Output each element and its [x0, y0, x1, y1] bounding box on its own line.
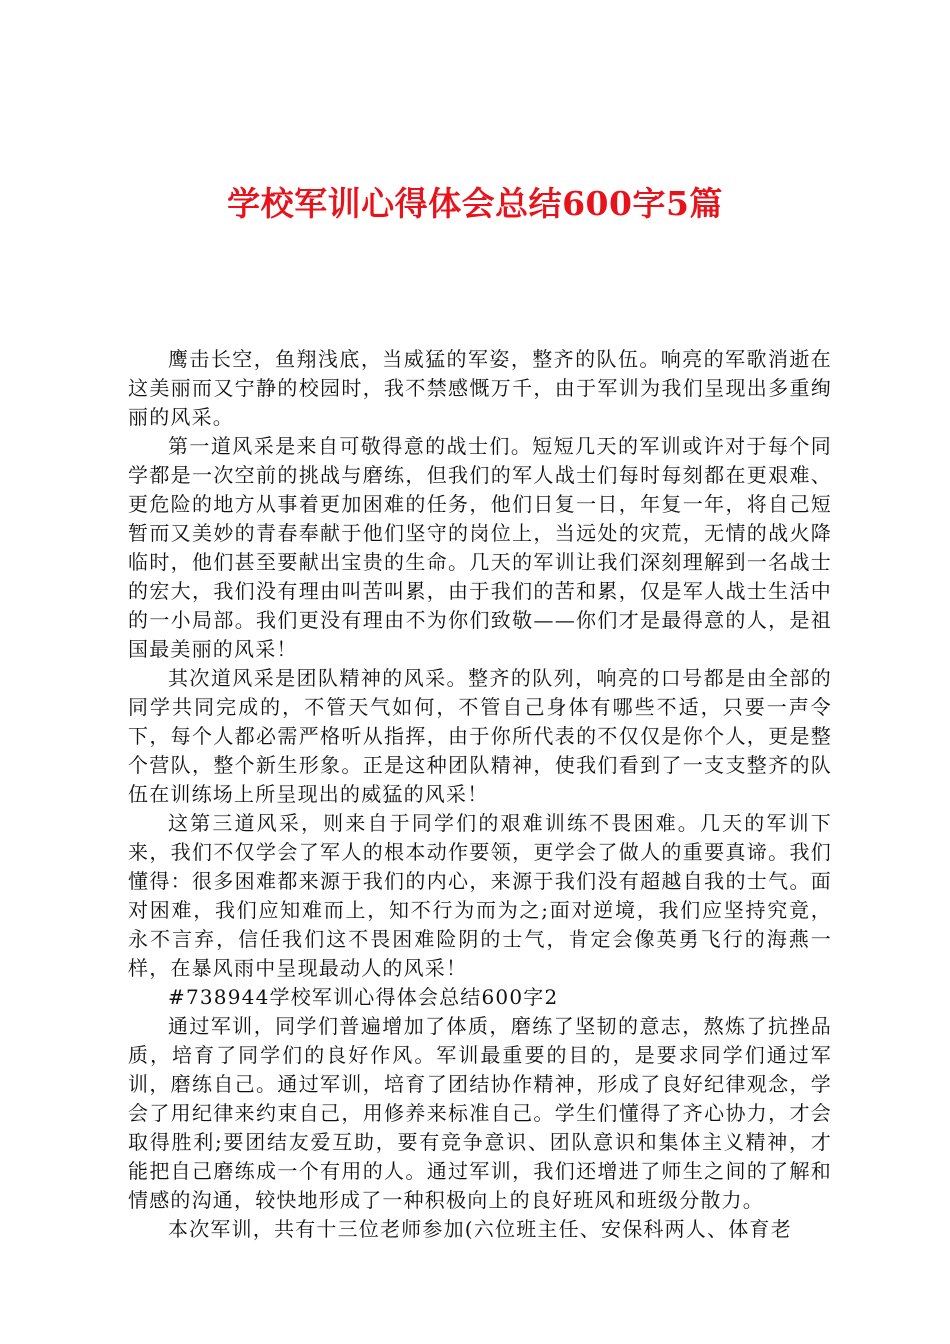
paragraph-intro: 鹰击长空，鱼翔浅底，当威猛的军姿，整齐的队伍。响亮的军歌消逝在这美丽而又宁静的校园时，我不禁感慨万千，由于军训为我们呈现出多重绚丽的风采。 — [128, 347, 832, 429]
paragraph-teachers: 本次军训，共有十三位老师参加(六位班主任、安保科两人、体育老 — [168, 1217, 792, 1241]
paragraph-third-style: 这第三道风采，则来自于同学们的艰难训练不畏困难。几天的军训下来，我们不仅学会了军人的根本动作要领，更学会了做人的重要真谛。我们懂得：很多困难都来源于我们的内心，来源于我们没有超越自我的士气。面对困难，我们应知难而上，知不行为而为之;面对逆境，我们应坚持究竟，永不言弃，信任我们这不畏困难险阴的士气，肯定会像英勇飞行的海燕一样，在暴风雨中呈现最动人的风采！ — [128, 811, 832, 980]
paragraph-training-benefits: 通过军训，同学们普遍增加了体质，磨练了坚韧的意志，熬炼了抗挫品质，培育了同学们的良好作风。军训最重要的目的，是要求同学们通过军训，磨练自己。通过军训，培育了团结协作精神，形成了良好纪律观念，学会了用纪律来约束自己，用修养来标准自己。学生们懂得了齐心协力，才会取得胜利;要团结友爱互助，要有竞争意识、团队意识和集体主义精神，才能把自己磨练成一个有用的人。通过军训，我们还增进了师生之间的了解和情感的沟通，较快地形成了一种积极向上的良好班风和班级分散力。 — [128, 1014, 832, 1212]
document-title: 学校军训心得体会总结600字5篇 — [227, 184, 723, 223]
section-heading-2: #738944学校军训心得体会总结600字2 — [168, 985, 559, 1009]
paragraph-first-style: 第一道风采是来自可敬得意的战士们。短短几天的军训或许对于每个同学都是一次空前的挑战与磨练，但我们的军人战士们每时每刻都在更艰难、更危险的地方从事着更加困难的任务，他们日复一日，年复一年，将自己短暂而又美妙的青春奉献于他们坚守的岗位上，当远处的灾荒，无情的战火降临时，他们甚至要献出宝贵的生命。几天的军训让我们深刻理解到一名战士的宏大，我们没有理由叫苦叫累，由于我们的苦和累，仅是军人战士生活中的一小局部。我们更没有理由不为你们致敬——你们才是最得意的人，是祖国最美丽的风采！ — [128, 434, 832, 661]
paragraph-second-style: 其次道风采是团队精神的风采。整齐的队列，响亮的口号都是由全部的同学共同完成的，不管天气如何，不管自己身体有哪些不适，只要一声令下，每个人都必需严格听从指挥，由于你所代表的不仅仅是你个人，更是整个营队，整个新生形象。正是这种团队精神，使我们看到了一支支整齐的队伍在训练场上所呈现出的威猛的风采！ — [128, 666, 832, 806]
document-body — [128, 345, 832, 1244]
